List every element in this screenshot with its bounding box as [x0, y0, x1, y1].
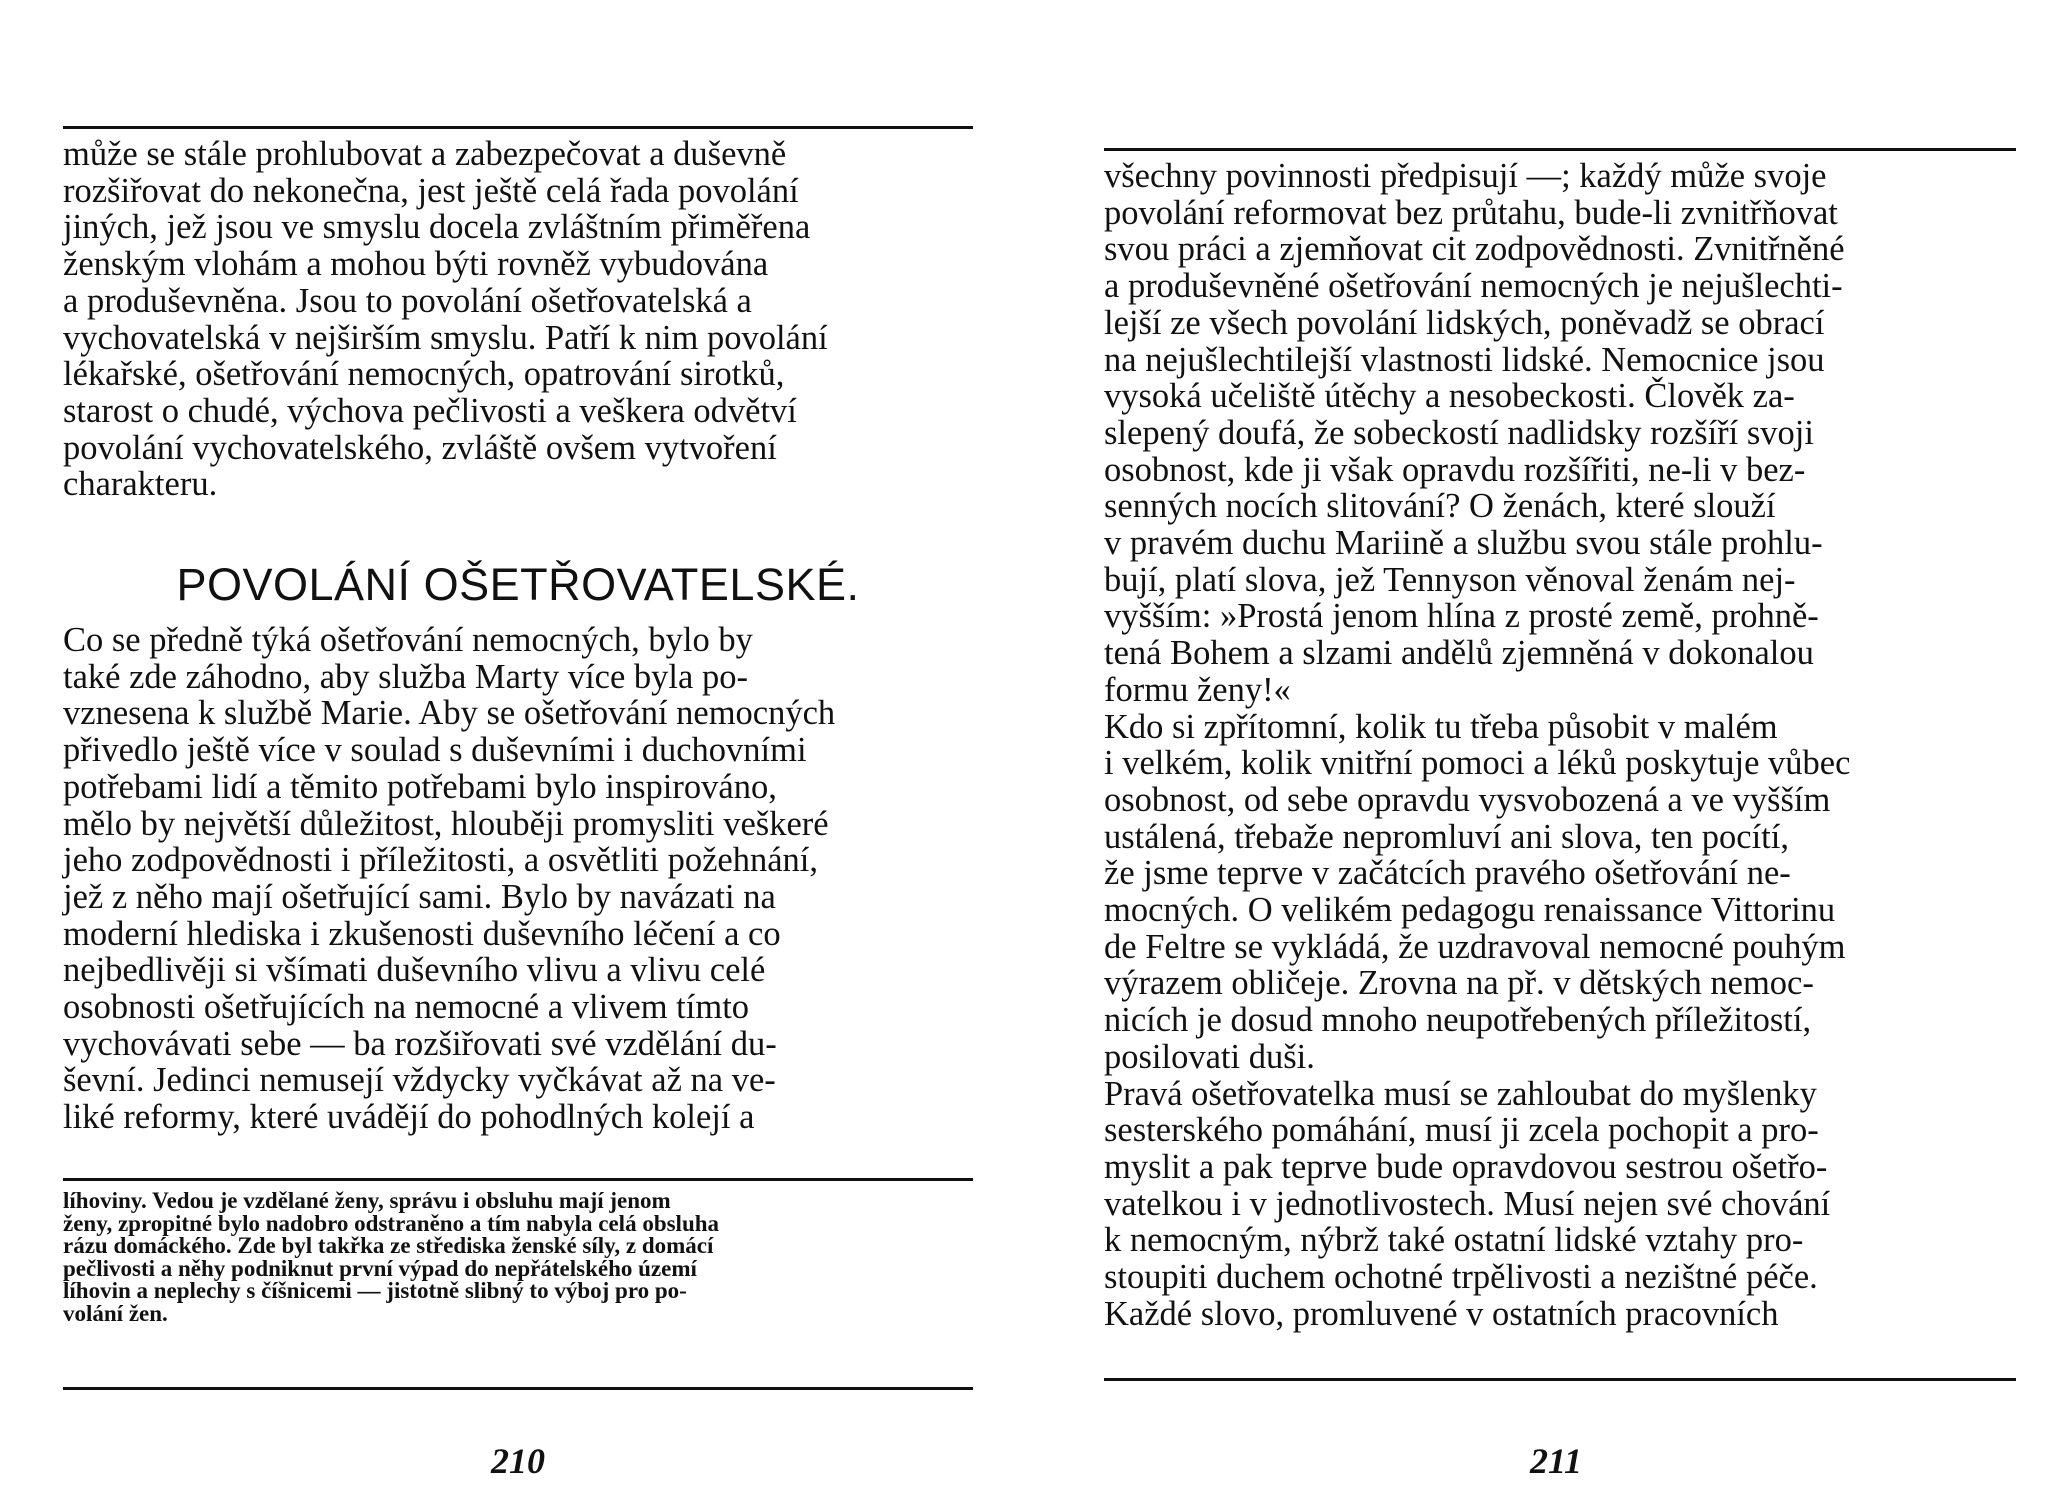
top-rule — [63, 126, 973, 129]
right-page — [1027, 0, 2054, 1500]
paragraph: Pravá ošetřovatelka musí se zahloubat do myšlenky sesterského pomáhání, musí ji zcela pochopit a pro- myslit a pak teprve bude opravdovou sestrou ošetřo- vatelkou i v jednotlivostech. Musí nejen své chování k nemocným, nýbrž také ostatní lidské vztahy pro- stoupiti duchem ochotné trpělivosti a nezištné péče. Každé slovo, promluvené v ostatních pracovních — [1104, 1074, 1831, 1333]
footnote-rule — [63, 1178, 973, 1181]
paragraph: všechny povinnosti předpisují —; každý může svoje povolání reformovat bez průtahu, bude-li zvnitřňovat svou práci a zjemňovat cit zodpovědnosti. Zvnitřněné a produševněné ošetřování nemocných je nejušlechti- lejší ze všech povolání lidských, poněvadž se obrací na nejušlechtilejší vlastnosti lidské. Nemocnice jsou vysoká učeliště útěchy a nesobeckosti. Člověk za- slepený doufá, že sobeckostí nadlidsky rozšíří svoji osobnost, kde ji však opravdu rozšířiti, ne-li v bez- senných nocích slitování? O ženách, které slouží v pravém duchu Mariině a službu svou stále prohlu- bují, platí slova, jež Tennyson věnoval ženám nej- vyšším: »Prostá jenom hlína z prosté země, prohně- tená Bohem a slzami andělů zjemněná v dokonalou formu ženy!« — [1104, 157, 1845, 709]
body-text-main — [63, 622, 973, 1136]
bottom-rule — [1104, 1378, 2016, 1381]
body-text — [1104, 158, 2016, 1333]
paragraph: Kdo si zpřítomní, kolik tu třeba působit v malém i velkém, kolik vnitřní pomoci a léků poskytuje vůbec osobnost, od sebe opravdu vysvobozená a ve vyšším ustálená, třebaže nepromluví ani slova, ten pocítí, že jsme teprve v začátcích pravého ošetřování ne- mocných. O velikém pedagogu renaissance Vittorinu de Feltre se vykládá, že uzdravoval nemocné pouhým výrazem obličeje. Zrovna na př. v dětských nemoc- nicích je dosud mnoho neupotřebených příležitostí, posilovati duši. — [1104, 707, 1851, 1076]
paragraph: může se stále prohlubovat a zabezpečovat a duševně rozšiřovat do nekonečna, jest ještě celá řada povolání jiných, jež jsou ve smyslu docela zvláštním přiměřena ženským vlohám a mohou býti rovněž vybudována a produševněna. Jsou to povolání ošetřovatelská a vychovatelská v nejširším smyslu. Patří k nim povolání lékařské, ošetřování nemocných, opatrování sirotků, starost o chudé, výchova pečlivosti a veškera odvětví povolání vychovatelského, zvláště ovšem vytvoření charakteru. — [63, 135, 828, 504]
page-number: 211 — [1529, 1441, 1582, 1481]
body-text-top — [63, 136, 973, 503]
page-number: 210 — [491, 1441, 545, 1481]
footnote: líhoviny. Vedou je vzdělané ženy, správu i obsluhu mají jenom ženy, zpropitné bylo nadobro odstraněno a tím nabyla celá obsluha rázu domáckého. Zde byl takřka ze střediska ženské síly, z domácí pečlivosti a něhy podniknut první výpad do nepřátelského území líhovin a neplechy s číšnicemi — jistotně slibný to výboj pro po- volání žen. — [63, 1188, 720, 1326]
top-rule — [1104, 148, 2016, 151]
section-heading: POVOLÁNÍ OŠETŘOVATELSKÉ. — [176, 559, 860, 610]
bottom-rule — [63, 1387, 973, 1390]
paragraph: Co se předně týká ošetřování nemocných, bylo by také zde záhodno, aby služba Marty více byla po- vznesena k službě Marie. Aby se ošetřování nemocných přivedlo ještě více v soulad s duševními i duchovními potřebami lidí a těmito potřebami bylo inspirováno, mělo by největší důležitost, hlouběji promysliti veškeré jeho zodpovědnosti i příležitosti, a osvětliti požehnání, jež z něho mají ošetřující sami. Bylo by navázati na moderní hlediska i zkušenosti duševního léčení a co nejbedlivěji si všímati duševního vlivu a vlivu celé osobnosti ošetřujících na nemocné a vlivem tímto vychovávati sebe — ba rozšiřovati své vzdělání du- ševní. Jedinci nemusejí vždycky vyčkávat až na ve- liké reformy, které uvádějí do pohodlných kolejí a — [63, 621, 836, 1137]
